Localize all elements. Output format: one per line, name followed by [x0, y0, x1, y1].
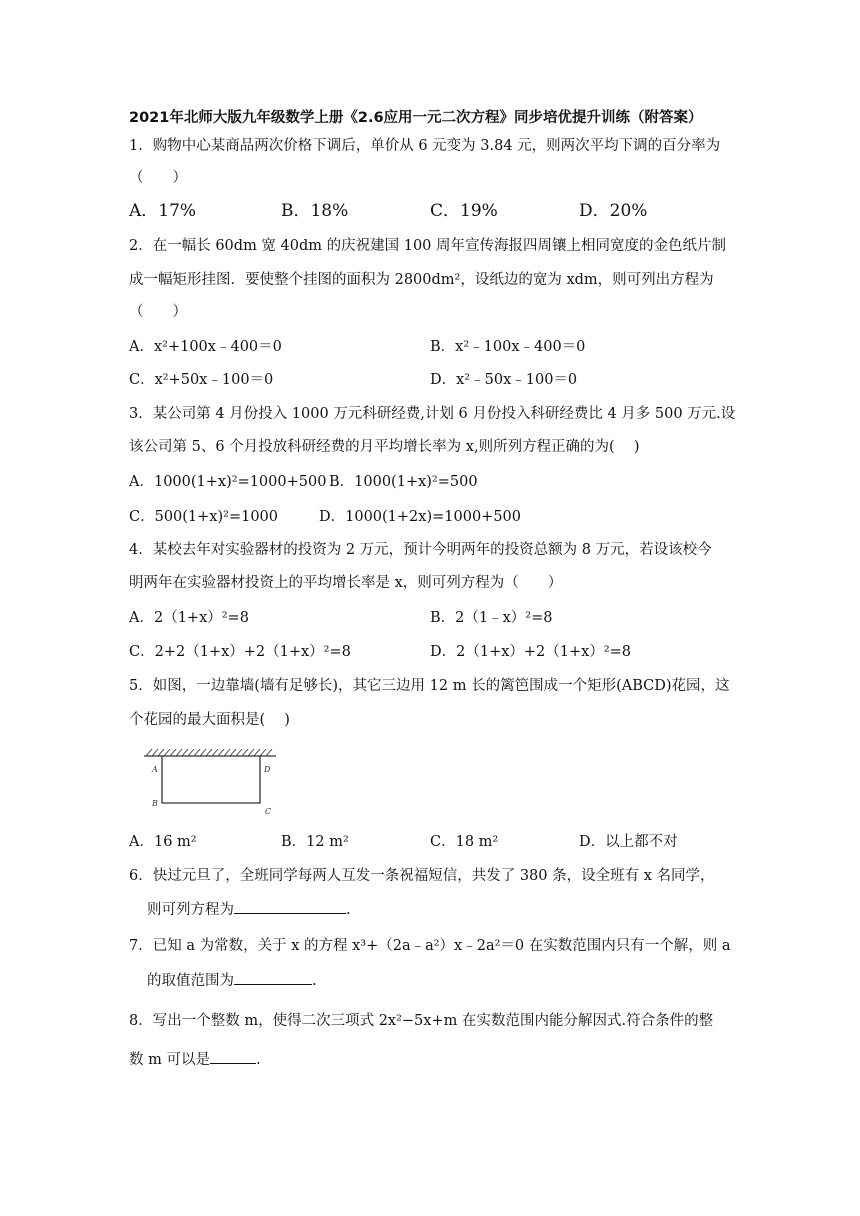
q6-stem-line1: 6．快过元旦了，全班同学每两人互发一条祝福短信，共发了 380 条，设全班有 x 名同学， — [129, 868, 715, 884]
q7-stem-text: 的取值范围为 — [147, 973, 234, 989]
q2-option-d: D．x²﹣50x﹣100＝0 — [430, 372, 578, 388]
figure-label-b: B — [152, 799, 158, 808]
q3-option-c: C．500(1+x)²=1000 — [129, 509, 279, 525]
q7-stem-end: . — [312, 973, 317, 989]
q3-option-a: A．1000(1+x)²=1000+500 — [129, 474, 327, 490]
q1-stem-line1: 1．购物中心某商品两次价格下调后，单价从 6 元变为 3.84 元，则两次平均下调的百分率为 — [129, 138, 721, 154]
q3-stem-line2: 该公司第 5、6 个月投放科研经费的月平均增长率为 x,则所列方程正确的为( ) — [129, 439, 640, 455]
q5-option-c: C．18 m² — [430, 834, 499, 850]
q5-stem-line2: 个花园的最大面积是( ) — [129, 712, 290, 728]
q8-stem-line1: 8．写出一个整数 m，使得二次三项式 2x²−5x+m 在实数范围内能分解因式.符合条件的整 — [129, 1013, 714, 1029]
q3-option-b: B．1000(1+x)²=500 — [329, 474, 478, 490]
q1-option-d: D．20% — [579, 201, 648, 221]
figure-label-d: D — [264, 765, 271, 774]
q1-option-a: A．17% — [129, 201, 197, 221]
q7-stem-line2 — [147, 970, 317, 991]
q2-stem-line3: （ ） — [129, 304, 187, 320]
fence-wall-figure — [140, 748, 280, 814]
q6-stem-end: . — [346, 902, 351, 918]
q5-option-b: B．12 m² — [281, 834, 349, 850]
q8-answer-blank[interactable] — [210, 1049, 256, 1064]
figure-label-c: C — [265, 807, 272, 814]
q4-option-b: B．2（1﹣x）²=8 — [430, 610, 553, 626]
q7-answer-blank[interactable] — [234, 970, 312, 985]
q6-answer-blank[interactable] — [234, 899, 346, 914]
q2-option-c: C．x²+50x﹣100＝0 — [129, 372, 274, 388]
q5-option-a: A．16 m² — [129, 834, 197, 850]
q7-stem-line1: 7．已知 a 为常数，关于 x 的方程 x³+（2a﹣a²）x﹣2a²＝0 在实数范围内只有一个解，则 a — [129, 938, 731, 954]
q2-option-a: A．x²+100x﹣400＝0 — [129, 339, 282, 355]
q8-stem-line2 — [129, 1049, 261, 1070]
q5-stem-line1: 5．如图，一边靠墙(墙有足够长)，其它三边用 12 m 长的篱笆围成一个矩形(ABCD)花园，这 — [129, 678, 730, 694]
figure-label-a: A — [152, 765, 158, 774]
q4-option-d: D．2（1+x）+2（1+x）²=8 — [430, 644, 632, 660]
q4-stem-line2: 明两年在实验器材投资上的平均增长率是 x，则可列方程为（ ） — [129, 575, 563, 591]
q8-stem-end: . — [255, 1052, 261, 1068]
q3-stem-line1: 3．某公司第 4 月份投入 1000 万元科研经费,计划 6 月份投入科研经费比 4 月多 500 万元.设 — [129, 406, 736, 422]
q6-stem-text: 则可列方程为 — [147, 902, 234, 918]
q2-stem-line2: 成一幅矩形挂图．要使整个挂图的面积为 2800dm²，设纸边的宽为 xdm，则可列出方程为 — [129, 272, 714, 288]
q1-stem-line2: （ ） — [129, 170, 187, 186]
document-title: 2021年北师大版九年级数学上册《2.6应用一元二次方程》同步培优提升训练（附答案） — [129, 110, 703, 126]
q1-option-c: C．19% — [430, 201, 498, 221]
q1-option-b: B．18% — [281, 201, 349, 221]
q4-option-c: C．2+2（1+x）+2（1+x）²=8 — [129, 644, 351, 660]
q4-stem-line1: 4．某校去年对实验器材的投资为 2 万元，预计今明两年的投资总额为 8 万元，若设该校今 — [129, 542, 712, 558]
q2-stem-line1: 2．在一幅长 60dm 宽 40dm 的庆祝建国 100 周年宣传海报四周镶上相同宽度的金色纸片制 — [129, 238, 727, 254]
q5-option-d: D．以上都不对 — [579, 834, 678, 850]
q2-option-b: B．x²﹣100x﹣400＝0 — [430, 339, 586, 355]
q8-stem-text: 数 m 可以是 — [129, 1052, 210, 1068]
q6-stem-line2 — [147, 899, 351, 920]
q3-option-d: D．1000(1+2x)=1000+500 — [319, 509, 521, 525]
q4-option-a: A．2（1+x）²=8 — [129, 610, 249, 626]
